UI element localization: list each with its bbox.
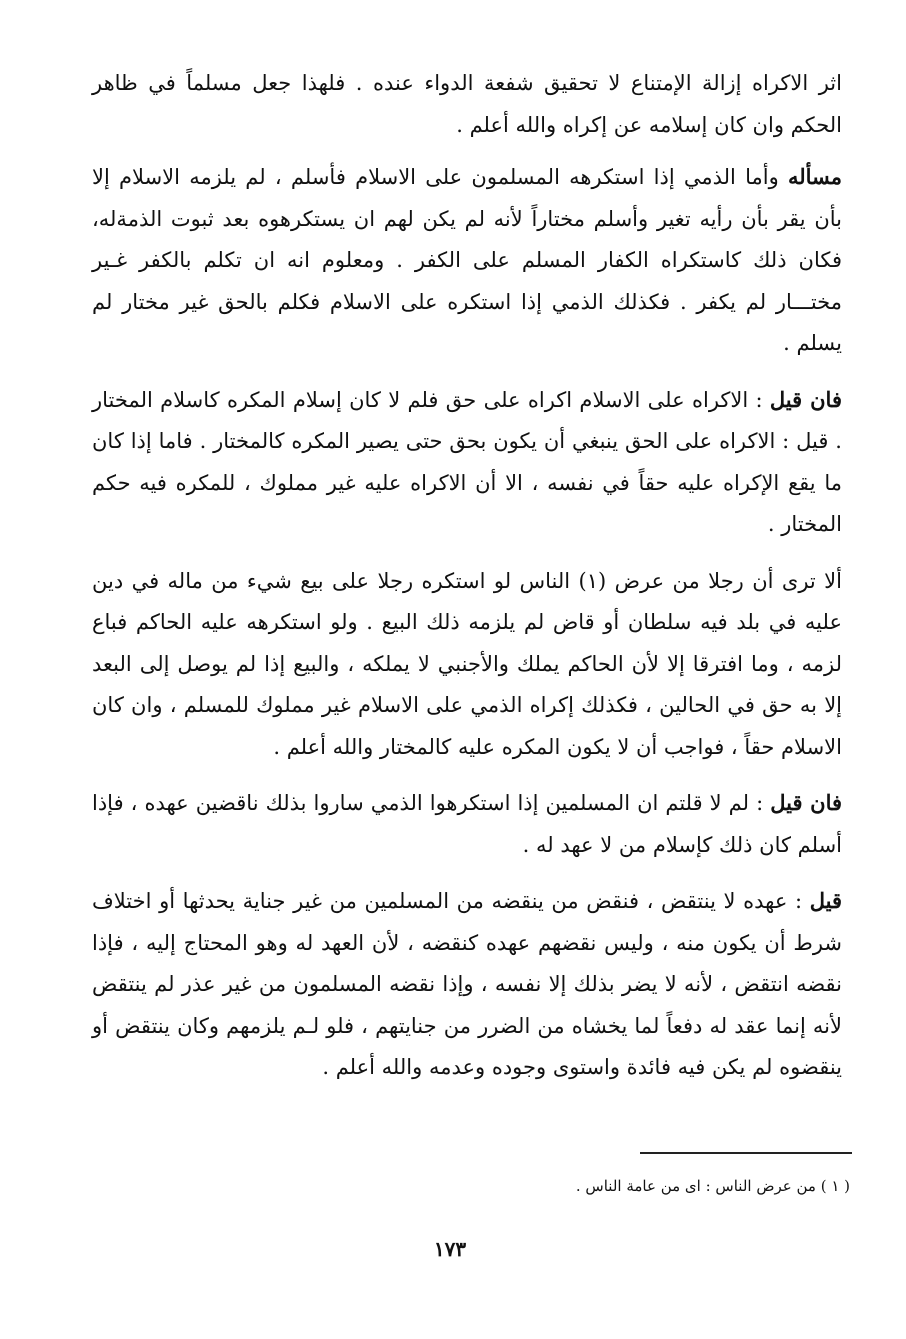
paragraph-2 bbox=[92, 156, 842, 365]
page-number: ١٧٣ bbox=[433, 1237, 467, 1261]
paragraph-6-lead: قيل bbox=[809, 888, 842, 913]
main-text bbox=[92, 62, 842, 1103]
paragraph-5-lead: فان قيل bbox=[770, 790, 843, 815]
paragraph-5 bbox=[92, 782, 842, 866]
paragraph-1-text: اثر الاكراه إزالة الإمتناع لا تحقيق شفعة الدواء عنده . فلهذا جعل مسلماً في ظاهر الحكم وان كان إسلامه عن إكراه والله أعلم . bbox=[92, 71, 842, 137]
paragraph-6-text: : عهده لا ينتقض ، فنقض من ينقضه من المسلمين من غير جناية يحدثها أو اختلاف شرط أن يكون منه ، وليس نقضهم عهده كنقضه ، لأن العهد له وهو المحتاج إليه ، فإذا نقضه انتقض ، لأنه لا يضر بذلك إلا نفسه ، وإذا نقضه المسلمون من غير عذر لم ينتقض لأنه إنما عقد له دفعاً لما يخشاه من الضرر من جنايتهم ، فلو لـم يلزمهم وكان ينتقض أو ينقضوه لم يكن فيه فائدة واستوى وجوده وعدمه والله أعلم . bbox=[92, 889, 843, 1079]
paragraph-4-text: ألا ترى أن رجلا من عرض (١) الناس لو استكره رجلا على بيع شيء من ماله في دين عليه في بلد فيه سلطان أو قاض لم يلزمه ذلك البيع . ولو استكرهه عليه الحاكم فباع لزمه ، وما افترقا إلا لأن الحاكم يملك والأجنبي لا يملكه ، والبيع إذا لم يوصل إلى البعد إلا به حق في الحالين ، فكذلك إكراه الذمي على الاسلام غير مملوك للمسلم ، وان كان الاسلام حقاً ، فواجب أن لا يكون المكره عليه كالمختار والله أعلم . bbox=[92, 568, 842, 759]
paragraph-1 bbox=[92, 62, 842, 146]
paragraph-2-lead: مسأله bbox=[787, 164, 842, 189]
paragraph-4 bbox=[92, 560, 842, 769]
paragraph-3-lead: فان قيل bbox=[769, 386, 842, 412]
paragraph-5-text: : لم لا قلتم ان المسلمين إذا استكرهوا الذمي ساروا بذلك ناقضين عهده ، فإذا أسلم كان ذلك كإسلام من لا عهد له . bbox=[92, 791, 842, 857]
paragraph-3 bbox=[92, 379, 842, 546]
footnote-divider bbox=[640, 1152, 852, 1154]
paragraph-2-text: وأما الذمي إذا استكرهه المسلمون على الاسلام فأسلم ، لم يلزمه الاسلام إلا بأن يقر بأن رأيه تغير وأسلم مختاراً لأنه لم يكن لهم ان يستكرهوه بعد ثبوت الذمةله، فكان ذلك كاستكراه الكفار المسلم على الكفر . ومعلوم انه ان تكلم بالكفر غـير مختـــار لم يكفر . فكذلك الذمي إذا استكره على الاسلام فكلم بالحق غير مختار لم يسلم . bbox=[92, 165, 842, 355]
paragraph-6 bbox=[92, 880, 842, 1089]
footnote: ( ١ ) من عرض الناس : اى من عامة الناس . bbox=[575, 1177, 850, 1195]
paragraph-3-text: : الاكراه على الاسلام اكراه على حق فلم لا كان إسلام المكره كاسلام المختار . قيل : الاكراه على الحق ينبغي أن يكون بحق حتى يصير المكره كالمختار . فاما إذا كان ما يقع الإكراه عليه حقاً في نفسه ، الا أن الاكراه عليه غير مملوك ، للمكره فيه حكم المختار . bbox=[92, 387, 842, 536]
